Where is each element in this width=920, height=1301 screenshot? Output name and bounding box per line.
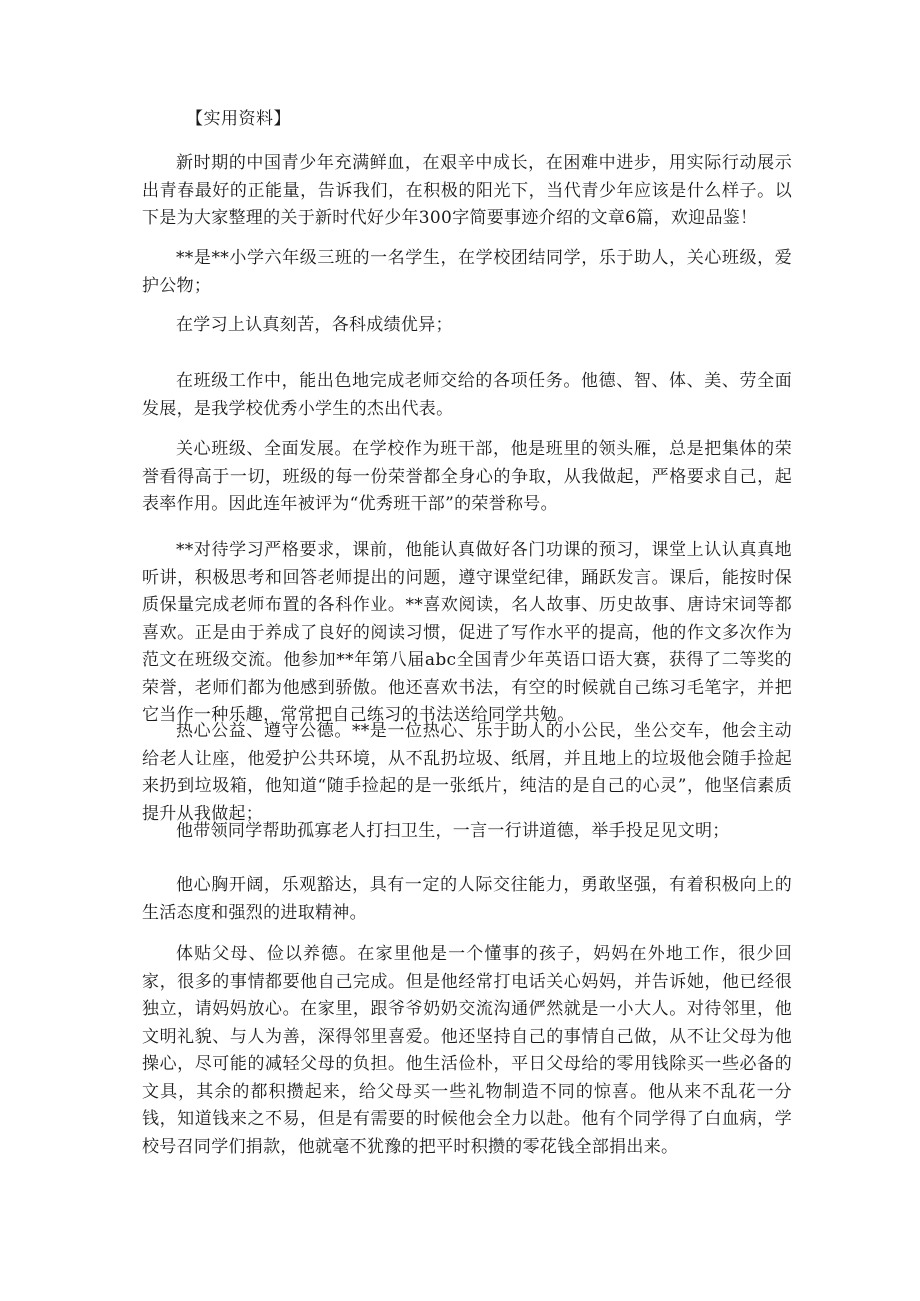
paragraph-class-work: 在班级工作中，能出色地完成老师交给的各项任务。他德、智、体、美、劳全面发展，是我学校优秀小学生的杰出代表。 — [142, 371, 792, 419]
paragraph-family: 体贴父母、俭以养德。在家里他是一个懂事的孩子，妈妈在外地工作，很少回家，很多的事情都要他自己完成。但是他经常打电话关心妈妈，并告诉她，他已经很独立，请妈妈放心。在家里，跟爷爷奶奶交流沟通俨然就是一小大人。对待邻里，他文明礼貌、与人为善，深得邻里喜爱。他还坚持自己的事情自己做，从不让父母为他操心，尽可能的减轻父母的负担。他生活俭朴，平日父母给的零用钱除买一些必备的文具，其余的都积攒起来，给父母买一些礼物制造不同的惊喜。他从来不乱花一分钱，知道钱来之不易，但是有需要的时候他会全力以赴。他有个同学得了白血病，学校号召同学们捐款，他就毫不犹豫的把平时积攒的零花钱全部捐出来。 — [142, 944, 792, 1157]
document-label: 【实用资料】 — [186, 109, 291, 129]
paragraph-helping-elderly: 他带领同学帮助孤寡老人打扫卫生，一言一行讲道德，举手投足见文明； — [176, 821, 730, 841]
paragraph-study: 在学习上认真刻苦，各科成绩优异； — [176, 315, 453, 335]
paragraph-personality: 他心胸开阔，乐观豁达，具有一定的人际交往能力，勇敢坚强，有着积极向上的生活态度和强烈的进取精神。 — [142, 875, 792, 923]
paragraph-public-welfare: 热心公益、遵守公德。**是一位热心、乐于助人的小公民，坐公交车，他会主动给老人让座，他爱护公共环境，从不乱扔垃圾、纸屑，并且地上的垃圾他会随手捡起来扔到垃圾箱，他知道“随手捡起的是一张纸片，纯洁的是自己的心灵”，他坚信素质提升从我做起； — [142, 721, 792, 824]
paragraph-class-leader: 关心班级、全面发展。在学校作为班干部，他是班里的领头雁，总是把集体的荣誉看得高于一切，班级的每一份荣誉都全身心的争取，从我做起，严格要求自己，起表率作用。因此连年被评为“优秀班干部”的荣誉称号。 — [142, 439, 792, 514]
paragraph-learning: **对待学习严格要求，课前，他能认真做好各门功课的预习，课堂上认认真真地听讲，积极思考和回答老师提出的问题，遵守课堂纪律，踊跃发言。课后，能按时保质保量完成老师布置的各科作业。**喜欢阅读，名人故事、历史故事、唐诗宋词等都喜欢。正是由于养成了良好的阅读习惯，促进了写作水平的提高，他的作文多次作为范文在班级交流。他参加**年第八届abc全国青少年英语口语大赛，获得了二等奖的荣誉，老师们都为他感到骄傲。他还喜欢书法，有空的时候就自己练习毛笔字，并把它当作一种乐趣，常常把自己练习的书法送给同学共勉。 — [142, 540, 792, 725]
paragraph-intro: 新时期的中国青少年充满鲜血，在艰辛中成长，在困难中进步，用实际行动展示出青春最好的正能量，告诉我们，在积极的阳光下，当代青少年应该是什么样子。以下是为大家整理的关于新时代好少年300字简要事迹介绍的文章6篇，欢迎品鉴！ — [142, 153, 792, 228]
paragraph-student-intro: **是**小学六年级三班的一名学生，在学校团结同学，乐于助人，关心班级，爱护公物； — [142, 248, 792, 296]
